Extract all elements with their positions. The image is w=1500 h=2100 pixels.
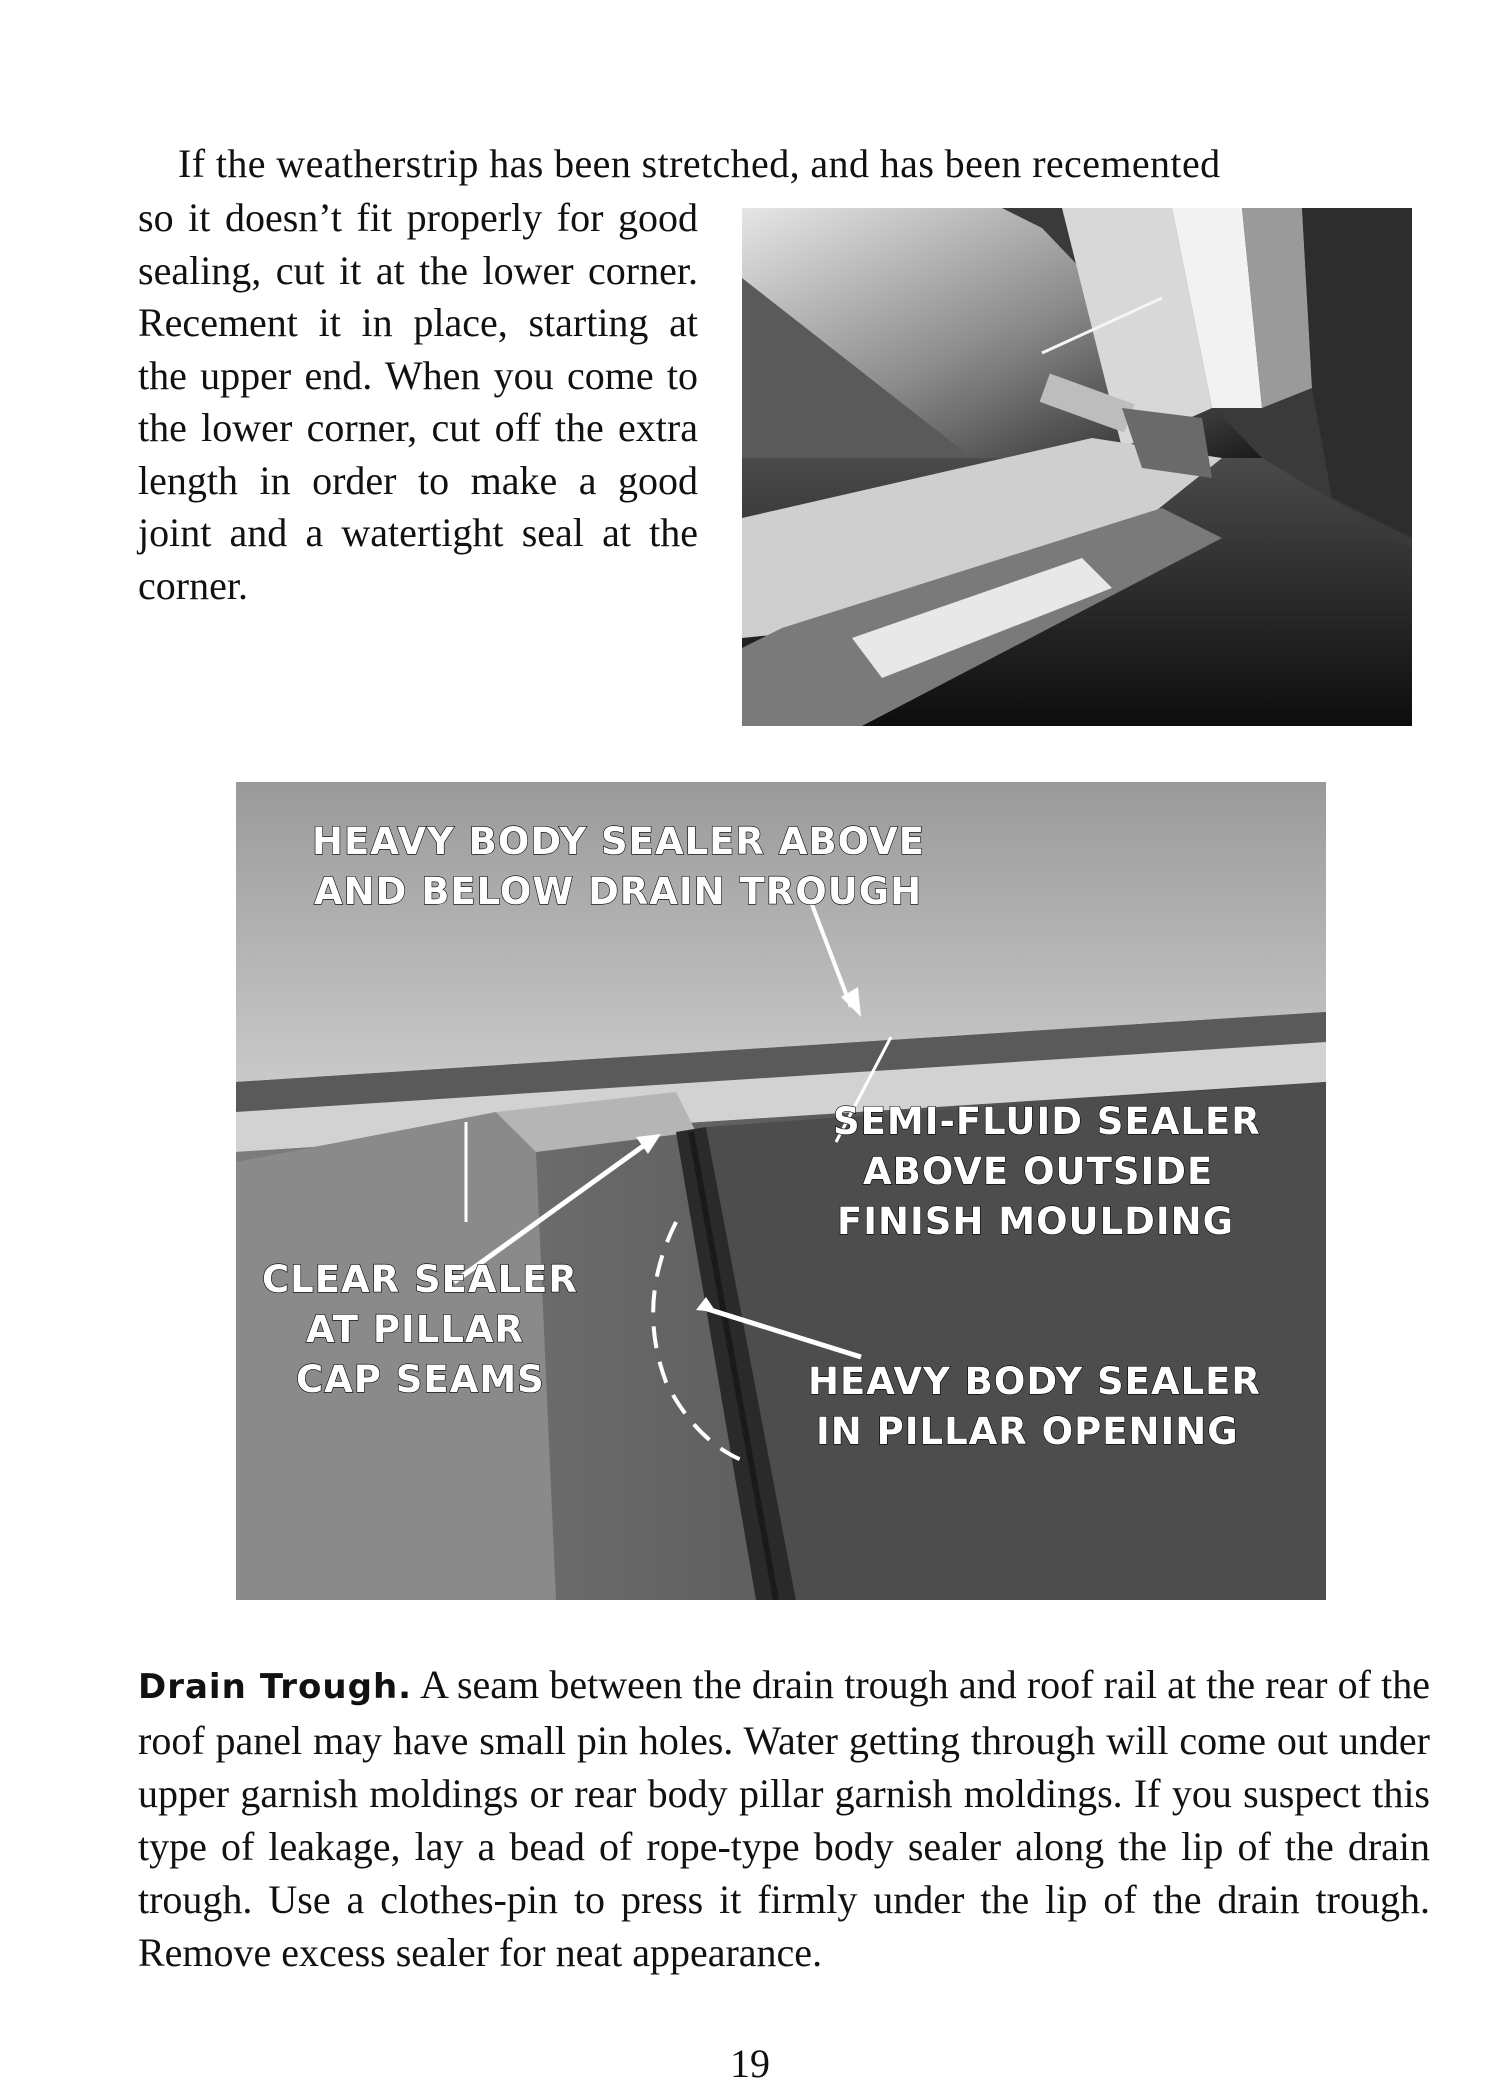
callout-semi-fluid-line1: SEMI-FLUID SEALER [833, 1100, 1261, 1143]
callout-clear-sealer-line1: CLEAR SEALER [262, 1258, 578, 1301]
callout-semi-fluid-line3: FINISH MOULDING [837, 1200, 1234, 1243]
callout-clear-sealer-line3: CAP SEAMS [296, 1358, 545, 1401]
page-number: 19 [730, 2041, 770, 2086]
drain-trough-paragraph [138, 1658, 1430, 1979]
weatherstrip-photo [742, 208, 1412, 726]
callout-drain-trough-line1: HEAVY BODY SEALER ABOVE [312, 820, 926, 863]
drain-trough-body: A seam between the drain trough and roof rail at the rear of the roof panel may have small pin holes. Water getting through will come out under upper garnish moldings or rear body pillar garnish moldings. If you suspect this type of leakage, lay a bead of rope-type body sealer along the lip of the drain trough. Use a clothes-pin to press it firmly under the lip of the drain trough. Remove excess sealer for neat appearance. [138, 1662, 1430, 1975]
callout-pillar-opening-line2: IN PILLAR OPENING [816, 1410, 1239, 1453]
callout-drain-trough-line2: AND BELOW DRAIN TROUGH [314, 870, 923, 913]
intro-first-line: If the weatherstrip has been stretched, and has been recemented [178, 141, 1221, 186]
callout-clear-sealer-line2: AT PILLAR [306, 1308, 525, 1351]
callout-semi-fluid-line2: ABOVE OUTSIDE [863, 1150, 1214, 1193]
drain-trough-photo [236, 782, 1326, 1600]
drain-trough-heading: Drain Trough. [138, 1667, 413, 1707]
intro-paragraph: so it doesn’t fit properly for good sealing, cut it at the lower corner. Recement it in place, starting at the upper end. When you come to the lower corner, cut off the extra length in order to make a good joint and a watertight seal at the corner. [138, 195, 698, 608]
callout-pillar-opening-line1: HEAVY BODY SEALER [808, 1360, 1261, 1403]
